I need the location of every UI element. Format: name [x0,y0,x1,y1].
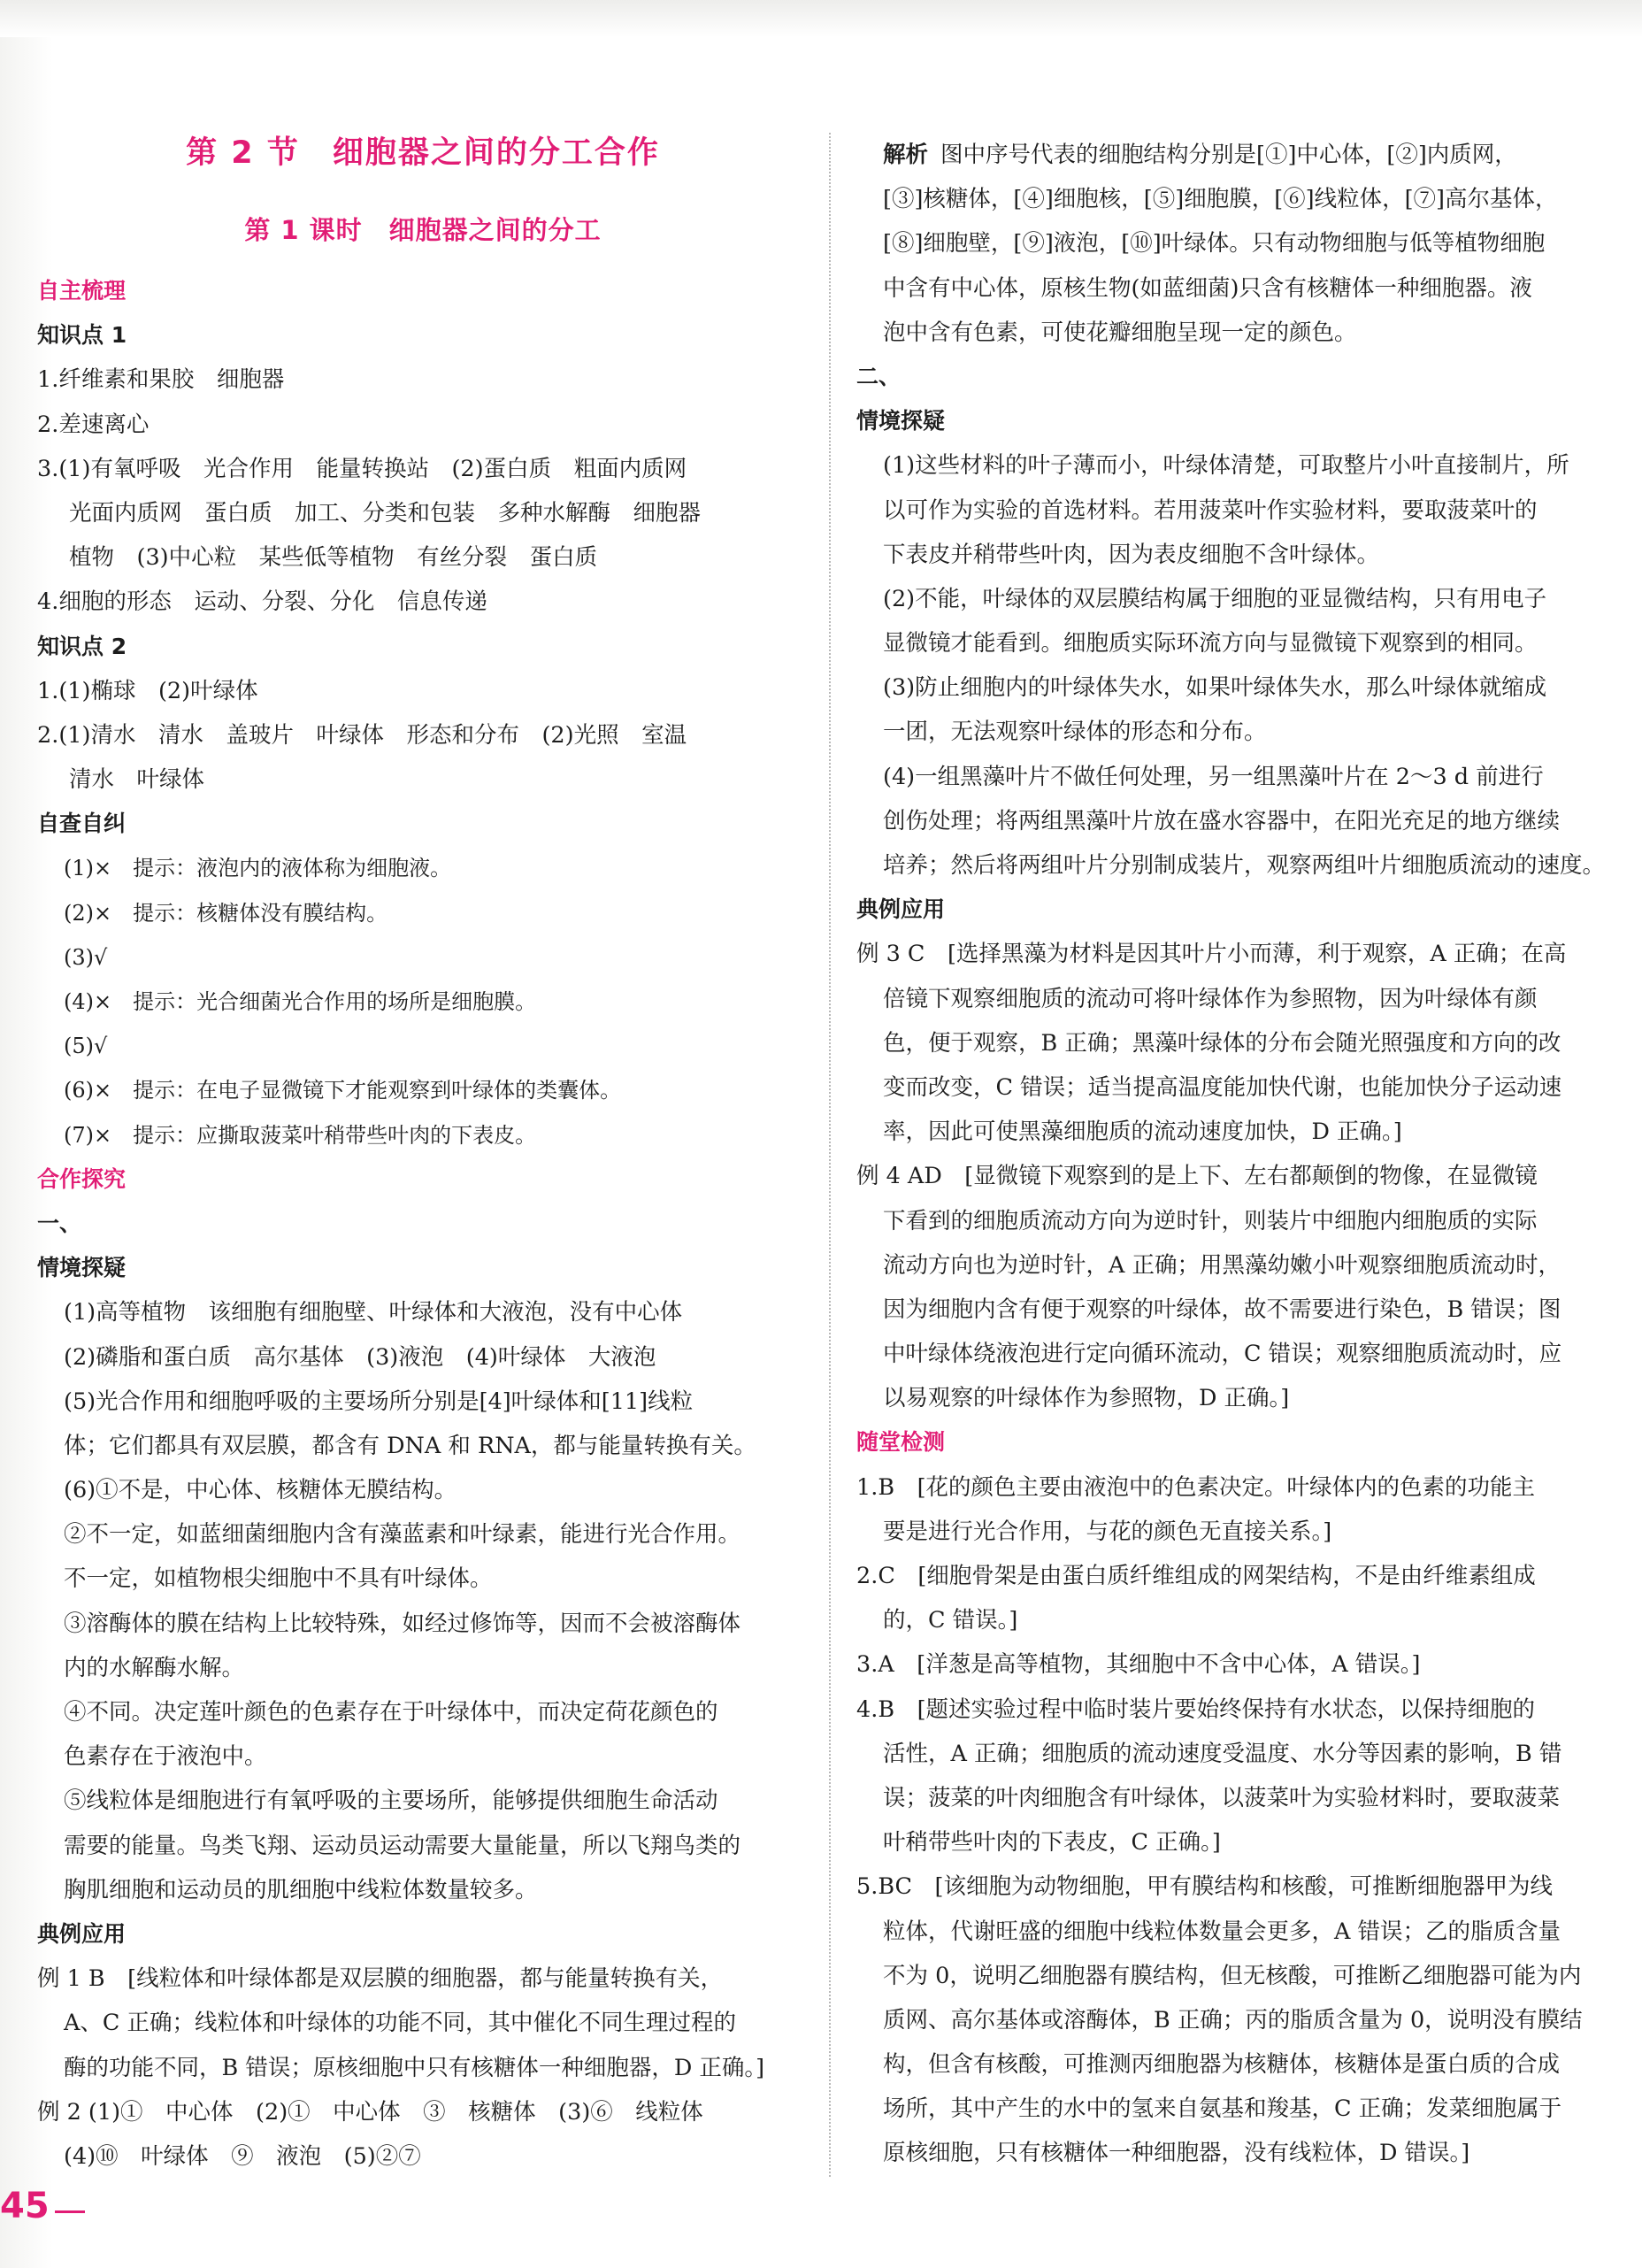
left-lines-line [37,1646,809,1690]
column-divider [829,133,831,2177]
left-lines-line [37,269,809,313]
line-text: 典例应用 [37,1920,127,1947]
line-text: 合作探究 [37,1165,127,1192]
line-text: 活性，A 正确；细胞质的流动速度受温度、水分等因素的影响，B 错 [883,1740,1562,1767]
left-lines-line [37,1690,809,1734]
line-text: (3)√ [64,944,108,970]
line-text: 需要的能量。鸟类飞翔、运动员运动需要大量能量，所以飞翔鸟类的 [64,1832,741,1859]
left-lines-line [37,1424,809,1468]
line-text: ②不一定，如蓝细菌细胞内含有藻蓝素和叶绿素，能进行光合作用。 [64,1521,741,1549]
line-text: 变而改变，C 错误；适当提高温度能加快代谢，也能加快分子运动速 [883,1073,1562,1101]
line-text: 典例应用 [856,896,946,923]
right-lines-line [856,932,1614,976]
right-lines-line [856,1021,1614,1065]
page-number-rule [55,2210,85,2213]
right-lines-line [856,977,1614,1021]
right-lines-line [856,1154,1614,1198]
line-text: 胸肌细胞和运动员的肌细胞中线粒体数量较多。 [64,1876,538,1903]
line-text: (1)高等植物 该细胞有细胞壁、叶绿体和大液泡，没有中心体 [64,1299,683,1326]
line-text: 3.(1)有氧呼吸 光合作用 能量转换站 (2)蛋白质 粗面内质网 [37,455,687,482]
line-text: 不一定，如植物根尖细胞中不具有叶绿体。 [64,1565,493,1593]
left-lines-line [37,669,809,713]
line-text: 情境探疑 [856,408,946,434]
section-title: 第 2 节 细胞器之间的分工合作 [186,135,660,171]
line-text: 色，便于观察，B 正确；黑藻叶绿体的分布会随光照强度和方向的改 [883,1029,1561,1057]
left-lines-line [37,1468,809,1512]
right-lines-line [856,2131,1614,2175]
left-lines-line [37,980,809,1024]
line-text: (5)√ [64,1034,108,1059]
line-text: (6)× 提示：在电子显微镜下才能观察到叶绿体的类囊体。 [64,1078,622,1103]
left-lines-line [37,2134,809,2179]
right-lines-line [856,1376,1614,1420]
line-text: 例 2 (1)① 中心体 (2)① 中心体 ③ 核糖体 (3)⑥ 线粒体 [37,2098,703,2126]
line-text: (5)光合作用和细胞呼吸的主要场所分别是[4]叶绿体和[11]线粒 [64,1388,694,1415]
left-lines-line [37,1557,809,1601]
left-lines-line [37,1290,809,1334]
right-lines-line [856,755,1614,799]
left-column-body [37,269,809,2179]
left-lines-line [37,1512,809,1557]
line-text: (4)⑩ 叶绿体 ⑨ 液泡 (5)②⑦ [64,2142,421,2170]
left-lines-line [37,1024,809,1068]
right-lines-line [856,710,1614,754]
right-lines-line [856,1598,1614,1642]
line-text: 图中序号代表的细胞结构分别是[①]中心体，[②]内质网， [940,142,1517,168]
left-lines-line [37,2090,809,2134]
line-text: 例 3 C [选择黑藻为材料是因其叶片小而薄，利于观察，A 正确；在高 [856,941,1567,968]
line-text: 1.(1)椭球 (2)叶绿体 [37,677,258,704]
line-text: (1)这些材料的叶子薄而小，叶绿体清楚，可取整片小叶直接制片，所 [883,452,1569,480]
line-text: [⑧]细胞壁，[⑨]液泡，[⑩]叶绿体。只有动物细胞与低等植物细胞 [883,230,1546,258]
left-lines-line [37,757,809,802]
left-lines-line [37,1912,809,1957]
line-text: 4.细胞的形态 运动、分裂、分化 信息传递 [37,588,487,616]
line-text: ③溶酶体的膜在结构上比较特殊，如经过修饰等，因而不会被溶酶体 [64,1610,741,1637]
left-lines-line [37,1380,809,1424]
right-lines-line [856,311,1614,355]
line-text: (4)× 提示：光合细菌光合作用的场所是细胞膜。 [64,989,537,1014]
line-text: 光面内质网 蛋白质 加工、分类和包装 多种水解酶 细胞器 [69,499,702,527]
line-text: A、C 正确；线粒体和叶绿体的功能不同，其中催化不同生理过程的 [64,2010,737,2037]
right-lines-line [856,533,1614,577]
right-lines-line [856,2087,1614,2131]
line-text: 原核细胞，只有核糖体一种细胞器，没有线粒体，D 错误。] [883,2140,1470,2167]
line-text: 流动方向也为逆时针，A 正确；用黑藻幼嫩小叶观察细胞质流动时， [883,1251,1561,1279]
right-lines-line [856,1288,1614,1332]
line-text: 知识点 1 [37,322,127,349]
left-lines-line [37,1957,809,2001]
left-lines-line [37,1113,809,1157]
right-lines-line [856,621,1614,665]
left-lines-line [37,1157,809,1202]
right-lines-line [856,1243,1614,1288]
right-lines-line [856,1420,1614,1465]
right-lines-line [856,355,1614,399]
left-lines-line [37,1202,809,1246]
left-lines-line [37,447,809,491]
right-lines-line [856,443,1614,488]
left-lines-line [37,1779,809,1823]
line-text: (3)防止细胞内的叶绿体失水，如果叶绿体失水，那么叶绿体就缩成 [883,674,1547,702]
left-lines-line [37,491,809,535]
left-lines-line [37,403,809,447]
line-text: 下表皮并稍带些叶肉，因为表皮细胞不含叶绿体。 [883,541,1380,568]
right-lines-line [856,399,1614,443]
left-lines-line [37,935,809,980]
line-text: (1)× 提示：液泡内的液体称为细胞液。 [64,856,452,881]
line-text: 中含有中心体，原核生物(如蓝细菌)只含有核糖体一种细胞器。液 [883,274,1532,302]
line-text: 中叶绿体绕液泡进行定向循环流动，C 错误；观察细胞质流动时，应 [883,1341,1562,1368]
line-text: 率，因此可使黑藻细胞质的流动速度加快，D 正确。] [883,1119,1402,1146]
left-lines-line [37,1068,809,1112]
left-lines-line [37,1335,809,1380]
line-text: 倍镜下观察细胞质的流动可将叶绿体作为参照物，因为叶绿体有颜 [883,985,1538,1012]
line-text: 二、 [856,363,902,389]
line-text: 泡中含有色素，可使花瓣细胞呈现一定的颜色。 [883,319,1357,346]
line-text: ⑤线粒体是细胞进行有氧呼吸的主要场所，能够提供细胞生命活动 [64,1787,718,1815]
line-text: 2.C [细胞骨架是由蛋白质纤维组成的网架结构，不是由纤维素组成 [856,1563,1536,1589]
left-lines-line [37,2001,809,2045]
right-lines-line [856,1510,1614,1554]
line-text: 1.B [花的颜色主要由液泡中的色素决定。叶绿体内的色素的功能主 [856,1473,1536,1501]
line-text: (2)× 提示：核糖体没有膜结构。 [64,900,388,926]
right-lines-line [856,888,1614,932]
left-lines-line [37,1868,809,1912]
right-lines-line [856,133,1614,177]
line-text: 酶的功能不同，B 错误；原核细胞中只有核糖体一种细胞器，D 正确。] [64,2054,765,2081]
line-text: 粒体，代谢旺盛的细胞中线粒体数量会更多，A 错误；乙的脂质含量 [883,1918,1561,1945]
line-text: 清水 叶绿体 [69,766,205,794]
line-text: 色素存在于液泡中。 [64,1743,267,1771]
line-text: 创伤处理；将两组黑藻叶片放在盛水容器中，在阳光充足的地方继续 [883,807,1561,834]
line-text: 3.A [洋葱是高等植物，其细胞中不含中心体，A 错误。] [856,1651,1421,1679]
line-text: 误；菠菜的叶肉细胞含有叶绿体，以菠菜叶为实验材料时，要取菠菜 [883,1784,1561,1811]
right-lines-line [856,1820,1614,1864]
line-text: 情境探疑 [37,1255,127,1281]
left-lines-line [37,1824,809,1868]
line-text: 5.BC [该细胞为动物细胞，甲有膜结构和核酸，可推断细胞器甲为线 [856,1873,1554,1901]
line-text: 叶稍带些叶肉的下表皮，C 正确。] [883,1829,1221,1857]
right-lines-line [856,1864,1614,1909]
line-text: 例 4 AD [显微镜下观察到的是上下、左右都颠倒的物像，在显微镜 [856,1163,1538,1190]
line-text: 1.纤维素和果胶 细胞器 [37,366,285,394]
right-lines-line [856,799,1614,843]
line-text: 例 1 B [线粒体和叶绿体都是双层膜的细胞器，都与能量转换有关， [37,1965,724,1993]
right-lines-line [856,1199,1614,1243]
right-lines-line [856,665,1614,710]
right-column-body [856,133,1614,2176]
right-lines-line [856,1998,1614,2042]
lesson-title: 第 1 课时 细胞器之间的分工 [244,215,602,245]
line-text: 以易观察的叶绿体作为参照物，D 正确。] [883,1385,1290,1412]
right-lines-line [856,1332,1614,1376]
line-text: 以可作为实验的首选材料。若用菠菜叶作实验材料，要取菠菜叶的 [883,496,1538,524]
left-lines-line [37,313,809,357]
right-lines-line [856,488,1614,533]
line-text: (7)× 提示：应撕取菠菜叶稍带些叶肉的下表皮。 [64,1122,537,1148]
line-text: 的，C 错误。] [883,1607,1018,1634]
line-text: (2)不能，叶绿体的双层膜结构属于细胞的亚显微结构，只有用电子 [883,585,1547,612]
right-lines-line [856,577,1614,621]
left-lines-line [37,802,809,846]
line-text: 要是进行光合作用，与花的颜色无直接关系。] [883,1518,1332,1545]
line-text: (6)①不是，中心体、核糖体无膜结构。 [64,1477,457,1504]
right-lines-line [856,1642,1614,1687]
left-lines-line [37,1734,809,1779]
right-lines-line [856,266,1614,311]
line-text: 内的水解酶水解。 [64,1654,245,1681]
analysis-label: 解析 [883,142,929,168]
right-lines-line [856,1776,1614,1820]
left-lines-line [37,1246,809,1290]
line-text: 4.B [题述实验过程中临时装片要始终保持有水状态，以保持细胞的 [856,1695,1536,1723]
left-lines-line [37,891,809,935]
right-lines-line [856,221,1614,265]
left-lines-line [37,713,809,757]
line-text: (2)磷脂和蛋白质 高尔基体 (3)液泡 (4)叶绿体 大液泡 [64,1343,656,1371]
line-text: 构，但含有核酸，可推测丙细胞器为核糖体，核糖体是蛋白质的合成 [883,2051,1561,2079]
right-lines-line [856,1732,1614,1776]
line-text: 自查自纠 [37,811,127,837]
right-lines-line [856,177,1614,221]
right-column [856,133,1614,2176]
line-text: 2.差速离心 [37,411,150,438]
line-text: 植物 (3)中心粒 某些低等植物 有丝分裂 蛋白质 [69,544,598,572]
left-lines-line [37,580,809,624]
right-lines-line [856,843,1614,888]
line-text: 一团，无法观察叶绿体的形态和分布。 [883,719,1267,746]
left-lines-line [37,357,809,402]
line-text: 显微镜才能看到。细胞质实际环流方向与显微镜下观察到的相同。 [883,630,1538,657]
line-text: ④不同。决定莲叶颜色的色素存在于叶绿体中，而决定荷花颜色的 [64,1699,718,1726]
left-lines-line [37,535,809,580]
right-lines-line [856,2042,1614,2087]
left-lines-line [37,2046,809,2090]
page-number: 45 [0,2186,50,2226]
left-lines-line [37,1602,809,1646]
line-text: [③]核糖体，[④]细胞核，[⑤]细胞膜，[⑥]线粒体，[⑦]高尔基体， [883,186,1558,213]
left-lines-line [37,846,809,890]
line-text: 随堂检测 [856,1429,946,1456]
right-lines-line [856,1110,1614,1154]
line-text: 下看到的细胞质流动方向为逆时针，则装片中细胞内细胞质的实际 [883,1207,1538,1234]
line-text: 一、 [37,1210,82,1236]
right-lines-line [856,1065,1614,1110]
page-top-edge [0,0,1642,37]
line-text: 培养；然后将两组叶片分别制成装片，观察两组叶片细胞质流动的速度。 [883,852,1606,879]
line-text: 质网、高尔基体或溶酶体，B 正确；丙的脂质含量为 0，说明没有膜结 [883,2006,1583,2034]
right-lines-line [856,1465,1614,1510]
right-lines-line [856,1954,1614,1998]
line-text: 因为细胞内含有便于观察的叶绿体，故不需要进行染色，B 错误；图 [883,1295,1561,1323]
line-text: 知识点 2 [37,633,127,659]
left-column [37,115,809,2179]
line-text: 不为 0，说明乙细胞器有膜结构，但无核酸，可推断乙细胞器可能为内 [883,1962,1582,1989]
line-text: 2.(1)清水 清水 盖玻片 叶绿体 形态和分布 (2)光照 室温 [37,721,687,749]
line-text: 场所，其中产生的水中的氢来自氨基和羧基，C 正确；发菜细胞属于 [883,2095,1562,2123]
right-lines-line [856,1910,1614,1954]
right-lines-line [856,1688,1614,1732]
left-lines-line [37,625,809,669]
line-text: 自主梳理 [37,278,127,304]
line-text: 体；它们都具有双层膜，都含有 DNA 和 RNA，都与能量转换有关。 [64,1432,756,1459]
line-text: (4)一组黑藻叶片不做任何处理，另一组黑藻叶片在 2～3 d 前进行 [883,763,1544,790]
right-lines-line [856,1554,1614,1598]
